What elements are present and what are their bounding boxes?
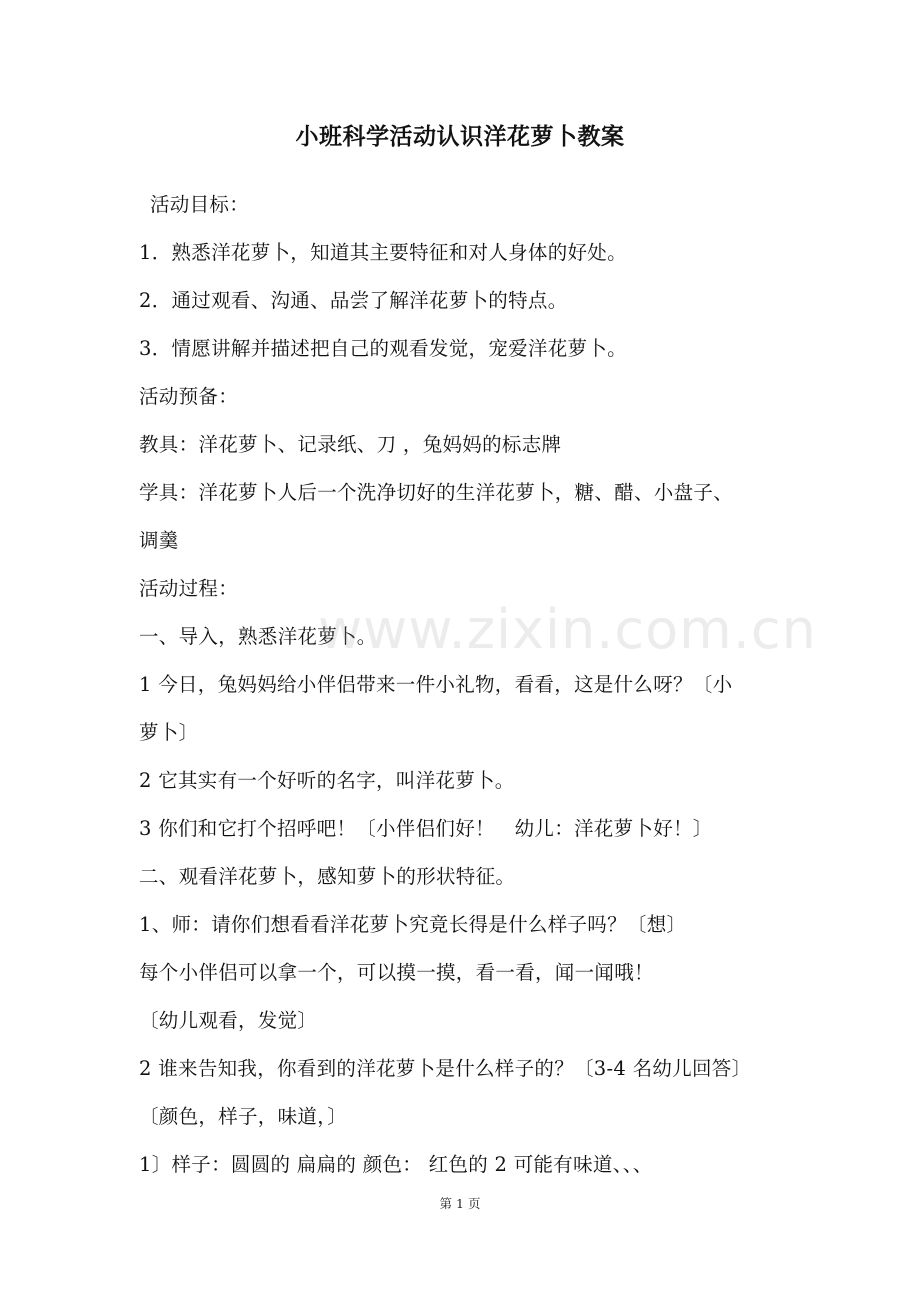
document-body [139, 181, 809, 1189]
process-step-2-line-5: 〔颜色，样子，味道，〕 [139, 1105, 348, 1128]
process-step-2-line-6: 1〕样子：圆圆的 扁扁的 颜色： 红色的 2 可能有味道、、、 [139, 1153, 653, 1176]
section-heading-process: 活动过程： [139, 577, 239, 600]
process-step-2-line-1: 1、师：请你们想看看洋花萝卜究竟长得是什么样子吗？〔想〕 [139, 913, 687, 936]
process-step-2-heading: 二、观看洋花萝卜，感知萝卜的形状特征。 [139, 865, 516, 888]
section-heading-preparation: 活动预备： [139, 385, 239, 408]
document-title: 小班科学活动认识洋花萝卜教案 [295, 123, 625, 150]
process-step-1-line-2: 2 它其实有一个好听的名字，叫洋花萝卜。 [139, 769, 515, 792]
goal-item-2: 2．通过观看、沟通、品尝了解洋花萝卜的特点。 [139, 289, 568, 312]
process-step-2-line-2: 每个小伴侣可以拿一个，可以摸一摸，看一看，闻一闻哦！ [139, 961, 654, 984]
teaching-materials: 教具：洋花萝卜、记录纸、刀 ，兔妈妈的标志牌 [139, 433, 562, 456]
process-step-2-line-4: 2 谁来告知我，你看到的洋花萝卜是什么样子的？〔3-4 名幼儿回答〕 [139, 1057, 752, 1080]
goal-item-1: 1．熟悉洋花萝卜，知道其主要特征和对人身体的好处。 [139, 241, 627, 264]
goal-item-3: 3．情愿讲解并描述把自己的观看发觉，宠爱洋花萝卜。 [139, 337, 627, 360]
student-materials: 学具：洋花萝卜人后一个洗净切好的生洋花萝卜，糖、醋、小盘子、 [139, 481, 734, 504]
process-step-1-heading: 一、导入，熟悉洋花萝卜。 [139, 625, 377, 648]
process-step-1-line-1-continued: 萝卜〕 [139, 721, 199, 744]
section-heading-goals: 活动目标： [150, 193, 250, 216]
process-step-1-line-3: 3 你们和它打个招呼吧！〔小伴侣们好！ 幼儿：洋花萝卜好！〕 [139, 817, 713, 840]
watermark: www.zixin.com.cn [318, 598, 817, 661]
process-step-1-line-1: 1 今日，兔妈妈给小伴侣带来一件小礼物，看看，这是什么呀？〔小 [139, 673, 733, 696]
page-number: 第 1 页 [439, 1196, 481, 1211]
student-materials-continued: 调羹 [139, 529, 179, 552]
process-step-2-line-3: 〔幼儿观看，发觉〕 [139, 1009, 318, 1032]
